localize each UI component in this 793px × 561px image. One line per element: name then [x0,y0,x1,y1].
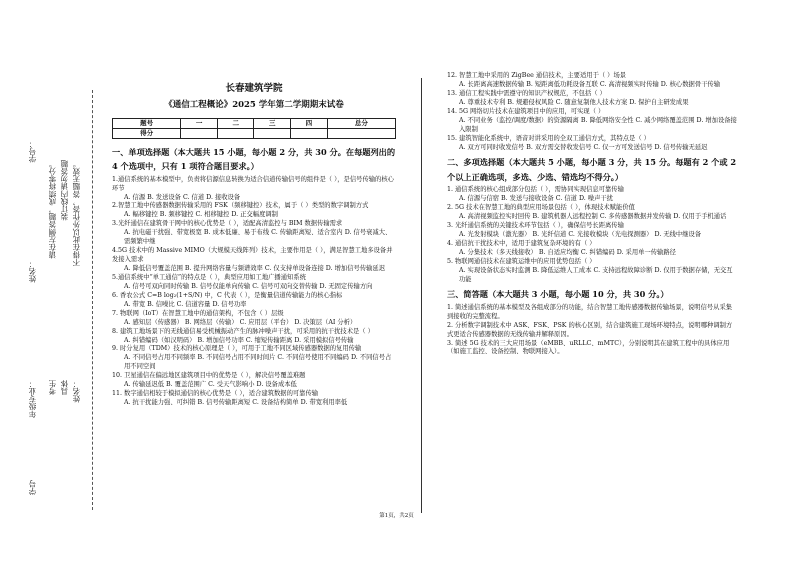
question: 11. 数字通信相较于模拟通信的核心优势是（ ），适合建筑数据的可靠传输 [112,390,319,398]
right-column [447,72,737,357]
question: 12. 智慧工地中采用的 ZigBee 通信技术，主要适用于（ ）场景 [447,72,627,79]
score-cell [217,128,254,138]
question: 5. 物联网通信技术在建筑运维中的应用优势包括（ ） [447,257,596,265]
score-cell [254,128,291,138]
binding-student-no: 学号： [28,140,37,163]
binding-note-c: 不得在此以外作答，答题无效。 [72,160,81,267]
question: 5.通信系统中“单工通信”的特点是（ ），典型应用如工地广播通知系统 [112,273,306,281]
question-options: A. 降低信号覆盖范围 B. 提升网络容量与频谱效率 C. 仅支持单设备连接 D. 增加信号传输延迟 [124,265,386,273]
question-options: A. 实现设备状态实时监测 B. 降低运维人工成本 C. 支持远程故障诊断 D. 仅用于数据存储，无交互功能 [459,266,733,283]
question-options: A. 不同信号占用不同频率 B. 不同信号占用不同时间片 C. 不同信号使用不同编码 D. 不同信号占用不同空间 [124,354,392,371]
left-column [112,82,396,408]
question: 4.5G 技术中的 Massive MIMO（大规模天线阵列）技术，主要作用是（ ），满足智慧工地多设备并发接入需求 [112,247,393,264]
score-head-2: 二 [217,118,254,128]
question: 3. 光纤通信系统的关键技术环节包括（ ），确保信号长距离传输 [447,221,624,229]
question: 4. 通信抗干扰技术中，适用于建筑复杂环境的有（ ） [447,239,596,247]
question-options: A. 分集技术（多天线接收） B. 自适应均衡 C. 纠错编码 D. 采用单一传输路径 [459,248,676,256]
binding-line4: 考生 [48,380,57,396]
section-short-title: 三、简答题（本大题共 3 小题，每小题 10 分，共 30 分。） [447,289,669,300]
question-options: A. 长距离高速数据传输 B. 短距离低功耗设备互联 C. 高清视频实时传输 D. 核心数据骨干传输 [459,80,721,88]
question: 1.通信系统的基本模型中，负责将信源信息转换为适合信道传输信号的组件是（ ），是信号传输的核心环节 [112,175,394,192]
question: 3.光纤通信在建筑骨干网中的核心优势是（ ），适配高清监控与 BIM 数据传输需求 [112,220,343,228]
question: 14. 5G 网络切片技术在建筑项目中的应用，可实现（ ） [447,107,605,115]
question: 6. 香农公式 C=B log₂(1+S/N) 中，C 代表（ ），是衡量信道传输能力的核心指标 [112,291,343,299]
score-cell [327,128,395,138]
question: 2.智慧工地中传感器数据传输采用的 FSK（频移键控）技术，属于（ ）类型的数字调制方式 [112,202,369,210]
question: 10. 卫星通信在偏远地区建筑项目中的优势是（ ），解决信号覆盖难题 [112,372,306,380]
school-name: 长春建筑学院 [225,83,283,94]
column-divider [421,78,422,513]
section-multiple-title: 二、多项选择题（本大题共 5 小题，每小题 3 分，共 15 分。每题有 2 个或 2 个以上正确选项，多选、少选、错选均不得分。） [447,157,737,182]
question-options: A. 抗干扰能力强、可纠错 B. 信号传输距离短 C. 设备结构简单 D. 带宽利用率低 [124,399,348,407]
binding-margin [22,140,102,510]
question-options: A. 信号可双向同时传输 B. 信号仅能单向传输 C. 信号可双向交替传输 D. 无固定传输方向 [124,282,373,290]
question: 8. 建筑工地场景下的无线通信易受机械振动产生的脉冲噪声干扰，可采用的抗干扰技术是（ ） [112,327,374,335]
exam-title: 《通信工程概论》2025 学年第二学期期末试卷 [164,100,344,111]
score-head-5: 总分 [327,118,395,128]
score-cell [181,128,218,138]
question-options: A. 传输延迟低 B. 覆盖范围广 C. 受天气影响小 D. 设备成本低 [124,381,297,389]
question-options: A. 幅移键控 B. 频移键控 C. 相移键控 D. 正交幅度调制 [124,211,278,219]
score-head-3: 三 [254,118,291,128]
binding-note-a: 请在左侧答题，成绩将零分。 [48,160,57,259]
question: 15. 建筑智能化系统中，语音对讲采用的全双工通信方式，其特点是（ ） [447,134,650,142]
question: 3. 简述 5G 技术的三大应用场景（eMBB、uRLLC、mMTC），分别说明其在建筑工程中的具体应用（如施工监控、设备控制、物联网接入）。 [447,339,730,356]
question-options: A. 不同业务（监控/调度/数据）的资源隔离 B. 降低网络安全性 C. 减少网络覆盖范围 D. 增加设备接入限制 [459,116,737,133]
question-options: A. 光发射模块（激光器） B. 光纤信道 C. 光接收模块（光电探测器） D. 无线中继设备 [459,230,702,238]
question-options: A. 纠错编码（如汉明码） B. 增加信号功率 C. 缩短传输距离 D. 采用模拟信号传输 [124,336,354,344]
binding-grade: 年级专业： [28,380,37,418]
question: 7. 物联网（IoT）在智慧工地中的通信架构，不包含（ ）层级 [112,309,284,317]
binding-name: 姓名： [28,260,37,283]
question: 1. 通信系统的核心组成部分包括（ ），需协同实现信息可靠传输 [447,186,624,194]
question-options: A. 带宽 B. 信噪比 C. 信道容量 D. 信号功率 [124,300,247,308]
page-footer: 第1页，共2页 [379,513,414,519]
binding-note-b: 装订线内请勿答题 [60,160,69,221]
score-row-label: 得分 [113,128,181,138]
question-options: A. 尊重技术专利 B. 规避侵权风险 C. 随意复制他人技术方案 D. 保护自主研发成果 [459,98,689,106]
score-head-1: 一 [181,118,218,128]
question-options: A. 高清视频监控实时回传 B. 建筑机器人远程控制 C. 多传感器数据并发传输 D. 仅用于手机通话 [459,212,727,220]
question-options: A. 信源与信宿 B. 发送与接收设备 C. 信道 D. 噪声干扰 [459,195,613,203]
score-cell [291,128,328,138]
question-options: A. 感知层（传感器） B. 网络层（传输） C. 应用层（平台） D. 决策层（AI 分析） [124,318,357,326]
binding-line [92,90,93,510]
score-head-0: 题号 [113,118,181,128]
score-table [112,118,396,139]
question: 9. 时分复用（TDM）技术的核心原理是（ ），可用于工地不同区域传感器数据的复用传输 [112,345,362,353]
binding-label-bottom: 学号 [28,480,37,496]
question: 13. 通信工程实践中需遵守的知识产权规范，不包括（ ） [447,89,606,97]
question-options: A. 抗电磁干扰强、带宽极宽 B. 成本低廉、易于布线 C. 传输距离短、适合室内 D. 信号衰减大、需频繁中继 [124,229,392,246]
question-options: A. 信源 B. 发送设备 C. 信道 D. 接收设备 [124,193,241,201]
question: 2. 分析数字调制技术中 ASK、FSK、PSK 的核心区别，结合建筑施工现场环境特点，说明哪种调制方式更适合传感器数据的无线传输并解释原因。 [447,321,733,338]
question: 1. 简述通信系统的基本模型及各组成部分的功能，结合智慧工地传感器数据传输场景，说明信号从采集到接收的完整流程。 [447,303,733,320]
binding-line6: 姓名： [72,380,81,403]
question-options: A. 双方可同时收发信号 B. 双方需交替收发信号 C. 仅一方可发送信号 D. 信号传输无延迟 [459,143,708,151]
question: 2. 5G 技术在智慧工地的典型应用场景包括（ ），体现技术赋能价值 [447,204,635,211]
section-single-title: 一、单项选择题（本大题共 15 小题，每小题 2 分，共 30 分。在每题列出的 4 个选项中，只有 1 项符合题目要求。） [112,146,396,172]
score-head-4: 四 [291,118,328,128]
binding-line5: 具体 [60,380,69,396]
